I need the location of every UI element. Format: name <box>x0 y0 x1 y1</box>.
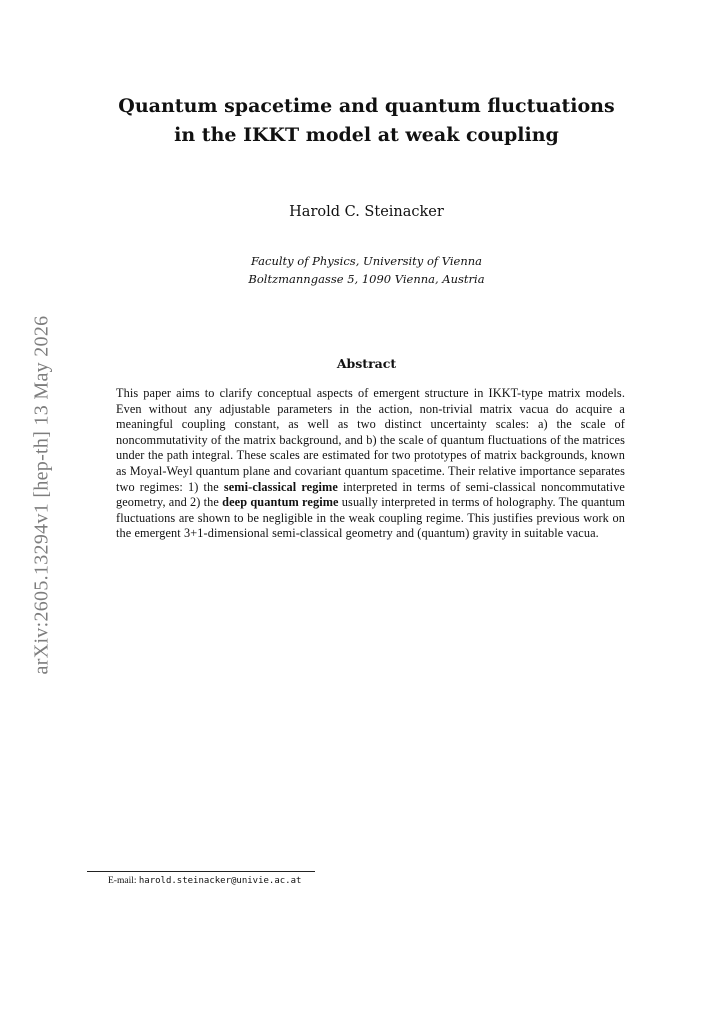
abstract-body <box>116 386 625 542</box>
paper-title <box>100 92 633 150</box>
abstract-heading: Abstract <box>336 356 397 371</box>
affiliation-line-2: Boltzmanngasse 5, 1090 Vienna, Austria <box>248 272 485 286</box>
email-address: harold.steinacker@univie.ac.at <box>138 876 302 886</box>
footnote-rule <box>87 871 315 872</box>
author-name: Harold C. Steinacker <box>289 204 444 220</box>
footnote-label: E-mail: <box>108 876 139 886</box>
affiliation <box>100 252 633 288</box>
abstract-text-1: This paper aims to clarify conceptual aspects of emergent structure in IKKT-type matrix models. Even without any adjustable parameters in the action, non-trivial matrix vacua do acquire a meaningful coupling constant, as well as two distinct uncertainty scales: a) the scale of noncommutativity of the matrix background, and b) the scale of quantum fluctuations of the matrices under the path integral. These scales are estimated for two prototypes of matrix backgrounds, known as Moyal-Weyl quantum plane and covariant quantum spacetime. Their relative importance separates two regimes: 1) the <box>116 386 625 494</box>
title-line-2: in the IKKT model at weak coupling <box>174 124 559 146</box>
footnote <box>108 876 301 886</box>
abstract-bold-deep-quantum: deep quantum regime <box>222 495 339 510</box>
abstract-text-2: interpreted in terms of semi-classical noncommutative geometry, and 2) the <box>116 479 625 510</box>
affiliation-line-1: Faculty of Physics, University of Vienna <box>250 254 483 268</box>
abstract-bold-semi-classical: semi-classical regime <box>223 479 338 494</box>
arxiv-identifier: arXiv:2605.13294v1 [hep-th] 13 May 2026 <box>30 315 53 675</box>
title-line-1: Quantum spacetime and quantum fluctuations <box>118 95 615 117</box>
abstract-text-3: usually interpreted in terms of holography. The quantum fluctuations are shown to be negligible in the weak coupling regime. This justifies previous work on the emergent 3+1-dimensional semi-classical geometry and (quantum) gravity in suitable vacua. <box>116 495 625 541</box>
